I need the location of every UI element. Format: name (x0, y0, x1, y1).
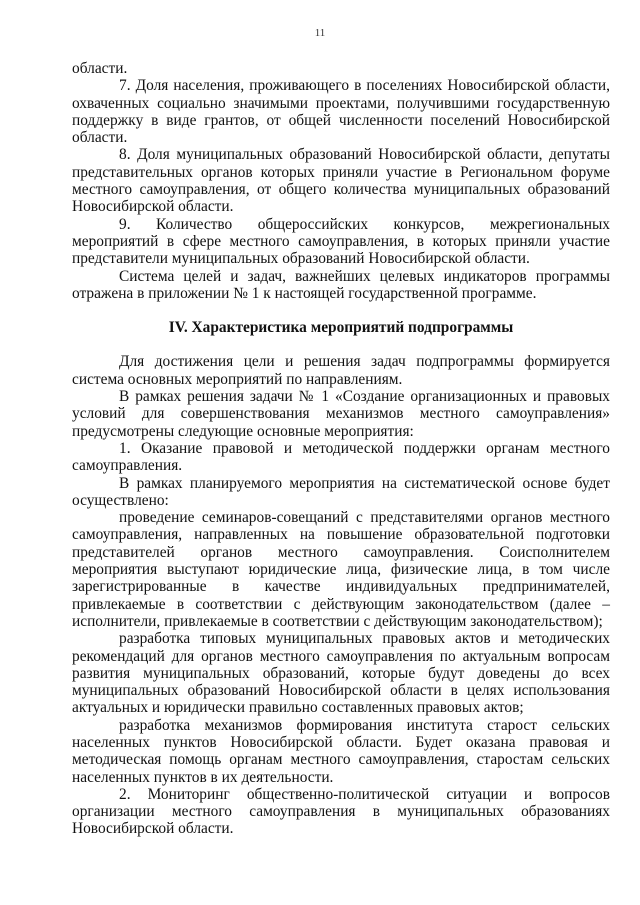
paragraph-measure-2: 2. Мониторинг общественно-политической ситуации и вопросов организации местного самоуправления в муниципальных образованиях Новосибирской области. (72, 785, 610, 838)
paragraph-seminars: проведение семинаров-совещаний с представителями органов местного самоуправления, направленных на повышение образовательной подготовки представителей органов местного самоуправления. Соисполнителем мероприятия выступают юридические лица, физические лица, в том числе зарегистрированные в качестве индивидуальных предпринимателей, привлекаемые в соответствии с действующим законодательством (далее – исполнители, привлекаемые в соответствии с действующим законодательством); (72, 509, 610, 630)
paragraph-task-1: В рамках решения задачи № 1 «Создание организационных и правовых условий для совершенствования механизмов местного самоуправления» предусмотрены следующие основные мероприятия: (72, 388, 610, 440)
paragraph-village-heads: разработка механизмов формирования института старост сельских населенных пунктов Новосибирской области. Будет оказана правовая и методическая помощь органам местного самоуправления, старостам сельских населенных пунктов в их деятельности. (72, 716, 610, 786)
paragraph-indicator-8: 8. Доля муниципальных образований Новосибирской области, депутаты представительных органов которых приняли участие в Региональном форуме местного самоуправления, от общего количества муниципальных образований Новосибирской области. (72, 146, 610, 216)
paragraph-intro: Для достижения цели и решения задач подпрограммы формируется система основных мероприятий по направлениям. (72, 353, 610, 388)
paragraph-model-acts: разработка типовых муниципальных правовых актов и методических рекомендаций для органов местного самоуправления по актуальным вопросам развития муниципальных образований, которые будут доведены до всех муниципальных образований Новосибирской области в целях использования актуальных и юридически правильно составленных правовых актов; (72, 630, 610, 717)
paragraph-indicator-9: 9. Количество общероссийских конкурсов, межрегиональных мероприятий в сфере местного самоуправления, в которых приняли участие представители муниципальных образований Новосибирской области. (72, 215, 610, 268)
paragraph-goals-system: Система целей и задач, важнейших целевых индикаторов программы отражена в приложении № 1 к настоящей государственной программе. (72, 267, 610, 302)
paragraph-indicator-7: 7. Доля населения, проживающего в поселениях Новосибирской области, охваченных социально значимыми проектами, получившими государственную поддержку в виде грантов, от общей численности поселений Новосибирской области. (72, 77, 610, 147)
paragraph-planned: В рамках планируемого мероприятия на систематической основе будет осуществлено: (72, 474, 610, 509)
page-number: 11 (314, 27, 326, 39)
paragraph-continuation: области. (72, 60, 128, 77)
document-body (72, 60, 610, 838)
section-heading: IV. Характеристика мероприятий подпрограммы (168, 319, 514, 337)
paragraph-measure-1: 1. Оказание правовой и методической поддержки органам местного самоуправления. (72, 439, 610, 475)
